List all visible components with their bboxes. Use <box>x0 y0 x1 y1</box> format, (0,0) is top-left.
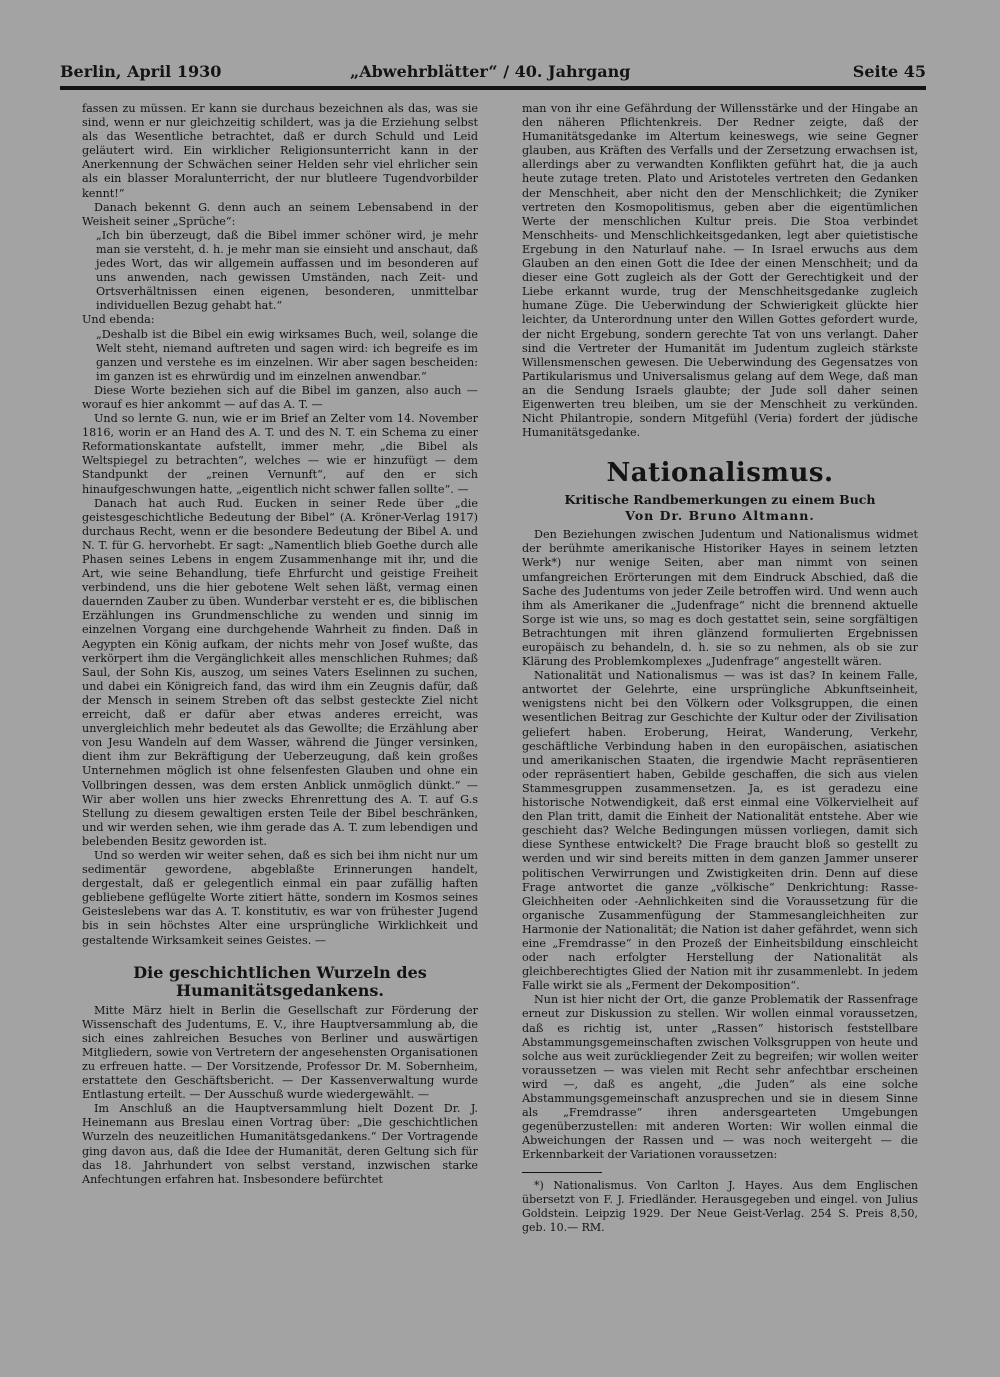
right-column <box>522 102 918 1235</box>
quotation: „Ich bin überzeugt, daß die Bibel immer schöner wird, je mehr man sie versteht, d. h. je mehr man sie einsieht und anschaut, daß jedes Wort, das wir allgemein auffassen und im besonderen auf uns anwenden, nach gewissen Umständen, nach Zeit- und Ortsverhältnissen einen eigenen, besonderen, unmittelbar individuellen Bezug gehabt hat.“ <box>96 228 478 313</box>
header-journal: „Abwehrblätter“ / 40. Jahrgang <box>350 62 631 81</box>
left-column <box>82 102 478 1187</box>
quotation: „Deshalb ist die Bibel ein ewig wirksames Buch, weil, solange die Welt steht, niemand auftreten und sagen wird: ich begreife es im ganzen und verstehe es im einzelnen. Wir aber sagen bescheiden: im ganzen ist es ehrwürdig und im einzelnen anwendbar.“ <box>96 327 478 383</box>
header-page-number: Seite 45 <box>852 62 926 81</box>
article-title: Nationalismus. <box>606 458 834 489</box>
paragraph: Den Beziehungen zwischen Judentum und Nationalismus widmet der berühmte amerikanische Historiker Hayes in seinem letzten Werk*) nur wenige Seiten, aber man nimmt von seinen umfangreichen Erörterungen mit dem Eindruck Abschied, daß die Sache des Judentums von jeder Zeile betroffen wird. Und wenn auch ihm als Amerikaner die „Judenfrage“ nicht die brennend aktuelle Sorge ist wie uns, so mag es doch gestattet sein, seine sorgfältigen Betrachtungen mit ihren glänzend formulierten Ergebnissen europäisch zu behandeln, d. h. sie so zu nehmen, als ob sie zur Klärung des Problemkomplexes „Judenfrage“ angestellt wären. <box>522 528 918 669</box>
paragraph: Und ebenda: <box>82 313 155 327</box>
paragraph: Und so werden wir weiter sehen, daß es sich bei ihm nicht nur um sedimentär gewordene, abgeblaßte Erinnerungen handelt, dergestalt, daß er gelegentlich einmal ein paar zufällig haften gebliebene geflügelte Worte zitiert hätte, sondern im Kosmos seines Geisteslebens war das A. T. konstitutiv, es war von frühester Jugend bis in sein höchstes Alter eine ursprüngliche Wirklichkeit und gestaltende Wirksamkeit seines Geistes. — <box>82 848 478 947</box>
paragraph: Nationalität und Nationalismus — was ist das? In keinem Falle, antwortet der Gelehrte, eine ursprüngliche Abkunftseinheit, wenigstens nicht bei den Völkern oder Volksgruppen, die einen wesentlichen Beitrag zur Geschichte der Kultur oder der Zivilisation geliefert haben. Eroberung, Heirat, Wanderung, Verkehr, geschäftliche Verbindung haben in den europäischen, asiatischen und amerikanischen Staaten, die irgendwie Macht repräsentieren oder repräsentiert haben, Gebilde geschaffen, die sich aus vielen Stammesgruppen zusammensetzen. Ja, es ist geradezu eine historische Notwendigkeit, daß erst einmal eine Völkervielheit auf den Plan tritt, damit die Einheit der Nationalität entstehe. Aber wie geschieht das? Welche Bedingungen müssen vorliegen, damit sich diese Synthese entwickelt? Die Frage braucht bloß so gestellt zu werden und wir sind bereits mitten in dem ganzen Jammer unserer politischen Verwirrungen und Zwistigkeiten drin. Denn auf diese Frage antwortet die ganze „völkische“ Denkrichtung: Rasse-Gleichheiten oder -Aehnlichkeiten sind die Voraussetzung für die organische Zusammenfügung der Stammesangleichheiten zur Harmonie der Nationalität; die Nation ist daher gefährdet, wenn sich eine „Fremdrasse“ in den Prozeß der Einheitsbildung einschleicht oder nach erfolgter Herstellung der Nationalität als gleichberechtigtes Glied der Nation mit ihr zusammenlebt. In jedem Falle wirkt sie als „Ferment der Dekomposition“. <box>522 669 918 993</box>
paragraph: Diese Worte beziehen sich auf die Bibel im ganzen, also auch — worauf es hier ankommt — auf das A. T. — <box>82 383 478 411</box>
article-author: Von Dr. Bruno Altmann. <box>625 508 815 524</box>
paragraph: Im Anschluß an die Hauptversammlung hielt Dozent Dr. J. Heinemann aus Breslau einen Vortrag über: „Die geschichtlichen Wurzeln des neuzeitlichen Humanitätsgedankens.“ Der Vortragende ging davon aus, daß die Idee der Humanität, deren Geltung sich für das 18. Jahrhundert von selbst verstand, inzwischen starke Anfechtungen erfahren hat. Insbesondere befürchtet <box>82 1102 478 1186</box>
paragraph: Danach hat auch Rud. Eucken in seiner Rede über „die geistesgeschichtliche Bedeutung der Bibel“ (A. Kröner-Verlag 1917) durchaus Recht, wenn er die besondere Bedeutung der Bibel A. und N. T. für G. hervorhebt. Er sagt: „Namentlich blieb Goethe durch alle Phasen seines Lebens in engem Zusammenhange mit ihr, und die Art, wie seine Behandlung, tiefe Ehrfurcht und geistige Freiheit verbindend, uns die hier gebotene Welt sehen läßt, vermag einen dauernden Zauber zu üben. Wunderbar versteht er es, die biblischen Erzählungen ins Grundmenschliche zu wenden und sinnig im einzelnen Vorgang eine durchgehende Wahrheit zu finden. Daß in Aegypten ein König aufkam, der nichts mehr von Josef wußte, das verkörpert ihm die Vergänglichkeit alles menschlichen Ruhmes; daß Saul, der Sohn Kis, auszog, um seines Vaters Eselinnen zu suchen, und dabei ein Königreich fand, das wird ihm ein Zeugnis dafür, daß der Mensch in seinem Streben oft das selbst gesteckte Ziel nicht erreicht, daß er dafür aber etwas anderes erreicht, was unvergleichlich mehr bedeutet als das Gewollte; die Erzählung aber von Jesu Wandeln auf dem Wasser, während die Jünger versinken, dient ihm zur Bekräftigung der Ueberzeugung, daß kein großes Unternehmen möglich ist ohne felsenfesten Glauben und ohne ein Vollbringen dessen, was dem ersten Anblick unmöglich dünkt.“ — Wir aber wollen uns hier zwecks Ehrenrettung des A. T. auf G.s Stellung zu diesem gewaltigen ersten Teile der Bibel beschränken, und wir werden sehen, wie ihm gerade das A. T. zum lebendigen und belebenden Besitz geworden ist. <box>82 496 478 848</box>
paragraph: man von ihr eine Gefährdung der Willensstärke und der Hingabe an den näheren Pflichtenkreis. Der Redner zeigte, daß der Humanitätsgedanke im Altertum keineswegs, wie seine Gegner glauben, aus Kräften des Verfalls und der Zersetzung erwachsen ist, allerdings aber zu verwandten Konflikten geführt hat, die ja auch heute zutage treten. Plato und Aristoteles vertreten den Gedanken der Menschheit, aber nicht den der Menschlichkeit; die Zyniker vertreten den Kosmopolitismus, geben aber die eigentümlichen Werte der menschlichen Kultur preis. Die Stoa verbindet Menschheits- und Menschlichkeitsgedanken, legt aber quietistische Ergebung in den Naturlauf nahe. — In Israel erwuchs aus dem Glauben an den einen Gott die Idee der einen Menschheit; und da dieser eine Gott zugleich als der Gott der Gerechtigkeit und der Liebe erkannt wurde, trug der Menschheitsgedanke zugleich humane Züge. Die Ueberwindung der Schwierigkeit glückte hier leichter, da Unterordnung unter den Willen Gottes gefordert wurde, der nicht Ergebung, sondern gerechte Tat von uns verlangt. Daher sind die Vertreter der Humanität im Judentum zugleich stärkste Willensmenschen gewesen. Die Ueberwindung des Gegensatzes von Partikularismus und Universalismus gelang auf dem Wege, daß man an die Sendung Israels glaubte; der Jude soll daher seinen Eigenwerten treu bleiben, um sie der Menschheit zu verkünden. Nicht Philantropie, sondern Mitgefühl (Veria) fordert der jüdische Humanitätsgedanke. <box>522 102 918 440</box>
footnote: *) Nationalismus. Von Carlton J. Hayes. Aus dem Englischen übersetzt von F. J. Friedländer. Herausgegeben und eingel. von Julius Goldstein. Leipzig 1929. Der Neue Geist-Verlag. 254 S. Preis 8,50, geb. 10.— RM. <box>522 1179 918 1235</box>
paragraph: Mitte März hielt in Berlin die Gesellschaft zur Förderung der Wissenschaft des Judentums, E. V., ihre Hauptversammlung ab, die sich eines zahlreichen Besuches von Berliner und auswärtigen Mitgliedern, sowie von Vertretern der angesehensten Organisationen zu erfreuen hatte. — Der Vorsitzende, Professor Dr. M. Sobernheim, erstattete den Geschäftsbericht. — Der Kassenverwaltung wurde Entlastung erteilt. — Der Ausschuß wurde wiedergewählt. — <box>82 1003 478 1102</box>
footnote-divider <box>522 1172 602 1173</box>
paragraph: Nun ist hier nicht der Ort, die ganze Problematik der Rassenfrage erneut zur Diskussion zu stellen. Wir wollen einmal voraussetzen, daß es richtig ist, unter „Rassen“ historisch feststellbare Abstammungsgemeinschaften zwischen Volksgruppen von heute und solche aus weit zurückliegender Zeit zu begreifen; wir wollen weiter voraussetzen — was vielen mit Recht sehr anfechtbar erscheinen wird —, daß es angeht, „die Juden“ als eine solche Abstammungsgemeinschaft anzusprechen und sie in diesem Sinne als „Fremdrasse“ ihren andersgearteten Umgebungen gegenüberzustellen: mit anderen Worten: Wir wollen einmal die Abweichungen der Rassen und — was noch weitergeht — die Erkennbarkeit der Variationen voraussetzen: <box>522 993 918 1162</box>
paragraph: Danach bekennt G. denn auch an seinem Lebensabend in der Weisheit seiner „Sprüche“: <box>82 200 478 228</box>
header-place-date: Berlin, April 1930 <box>60 62 222 81</box>
paragraph: fassen zu müssen. Er kann sie durchaus bezeichnen als das, was sie sind, wenn er nur gleichzeitig schildert, was ja die Erziehung selbst als das Wesentliche betrachtet, daß er durch Schuld und Leid geläutert wird. Ein wirklicher Religionsunterricht kann in der Anerkennung der Schwächen seiner Helden sehr viel ehrlicher sein als ein blasser Moralunterricht, der nur blutleere Tugendvorbilder kennt!“ <box>82 102 478 200</box>
section-title: Die geschichtlichen Wurzeln des Humanitätsgedankens. <box>133 962 427 1000</box>
page-header <box>60 60 926 90</box>
paragraph: Und so lernte G. nun, wie er im Brief an Zelter vom 14. November 1816, worin er an Hand des A. T. und des N. T. ein Schema zu einer Reformationskantate aufstellt, immer mehr, „die Bibel als Weltspiegel zu betrachten“, welches — wie er hinzufügt — dem Standpunkt der „reinen Vernunft“, auf den er sich hinaufgeschwungen hatte, „eigentlich nicht schwer fallen sollte“. — <box>82 412 478 496</box>
article-subtitle: Kritische Randbemerkungen zu einem Buch <box>564 492 876 508</box>
